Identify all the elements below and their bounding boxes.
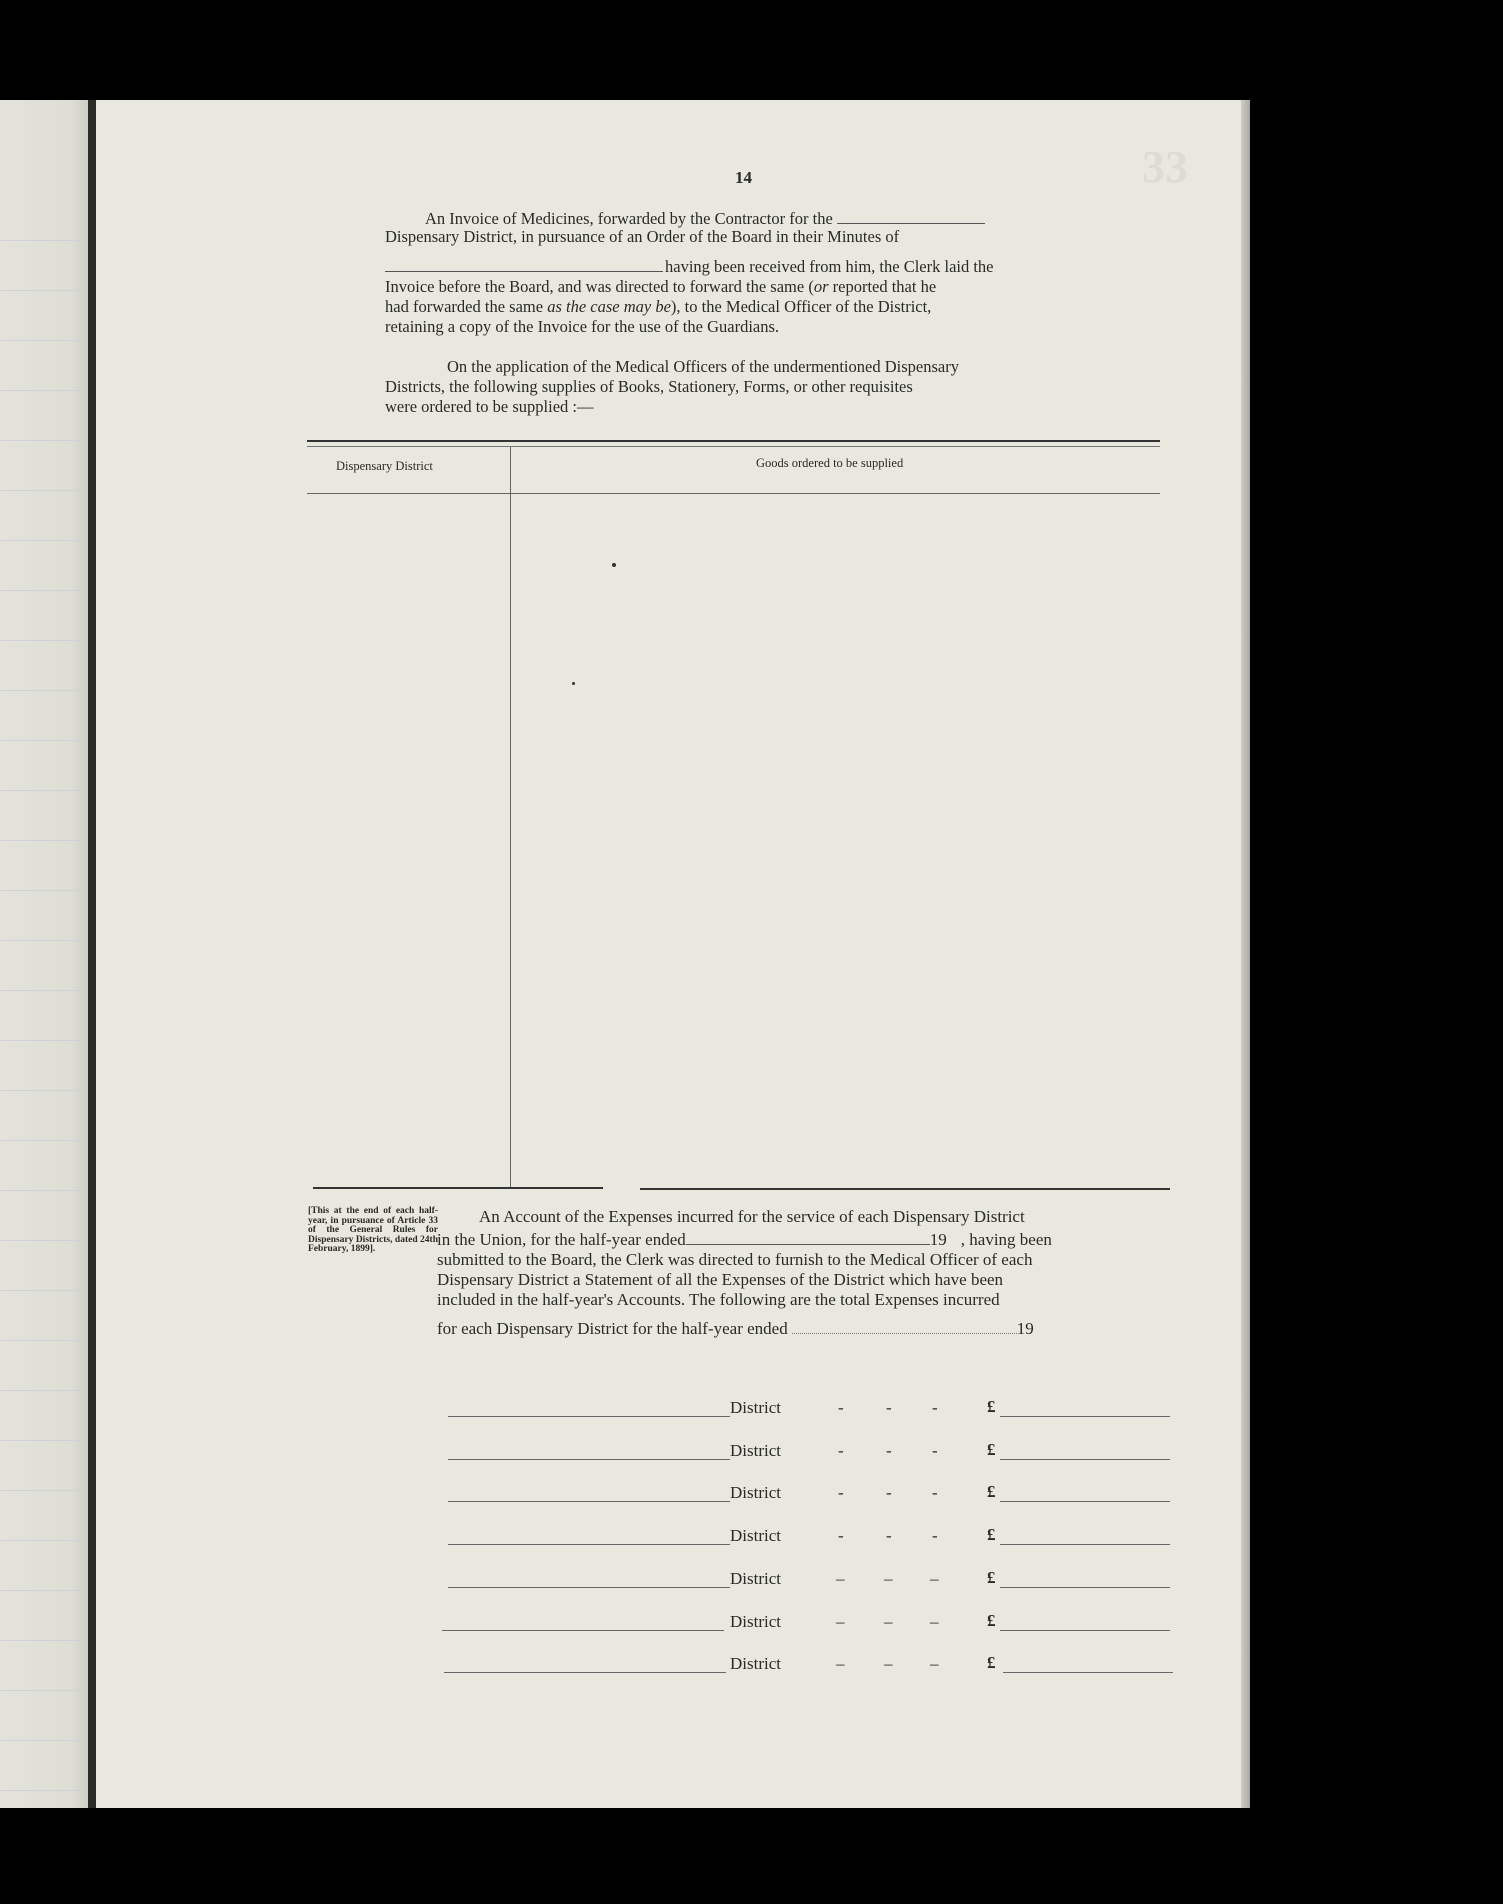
dash: – [930, 1569, 939, 1588]
dash: - [886, 1483, 892, 1502]
pound-sign: £ [987, 1611, 996, 1630]
table-header-rule [307, 493, 1160, 494]
amount-blank [1000, 1630, 1170, 1631]
bleed-through-mark: 33 [1142, 141, 1188, 192]
pound-sign: £ [987, 1525, 996, 1544]
invoice-line-4b: reported that he [828, 277, 937, 296]
pound-sign: £ [987, 1653, 996, 1672]
table-top-rule [307, 440, 1160, 442]
district-row [0, 1433, 1503, 1463]
table-top-rule-thin [307, 446, 1160, 447]
district-name-blank [448, 1544, 730, 1545]
dash: – [836, 1569, 845, 1588]
district-row [0, 1561, 1503, 1591]
amount-blank [1000, 1416, 1170, 1417]
district-name-blank [444, 1672, 726, 1673]
half-year-date-blank-2 [792, 1321, 1017, 1334]
page-edge [1241, 100, 1250, 1808]
dash: - [932, 1483, 938, 1502]
invoice-line-5b: ), to the Medical Officer of the District, [670, 297, 932, 316]
account-line-4: Dispensary District a Statement of all the Expenses of the District which have been [437, 1270, 1004, 1289]
margin-note: [This at the end of each half-year, in pursuance of Article 33 of the General Rules for Dispensary Districts, dated 24th February, 1899]. [308, 1206, 438, 1254]
district-name-blank [442, 1630, 724, 1631]
ink-speck [572, 682, 575, 685]
account-line-3: submitted to the Board, the Clerk was directed to furnish to the Medical Officer of each [437, 1250, 1033, 1269]
invoice-line-5a: had forwarded the same [385, 297, 548, 316]
column-header-goods: Goods ordered to be supplied [756, 456, 904, 470]
invoice-line-3: having been received from him, the Clerk laid the [665, 257, 994, 276]
district-row [0, 1390, 1503, 1420]
district-row [0, 1518, 1503, 1548]
district-label: District [730, 1398, 781, 1417]
minutes-date-blank [385, 259, 663, 272]
dash: - [886, 1526, 892, 1545]
district-label: District [730, 1654, 781, 1673]
district-row [0, 1646, 1503, 1676]
pound-sign: £ [987, 1397, 996, 1416]
invoice-case: as the case may be [547, 297, 671, 316]
supplies-line-1: On the application of the Medical Officers of the undermentioned Dispensary [447, 357, 959, 376]
dash: - [886, 1441, 892, 1460]
pound-sign: £ [987, 1440, 996, 1459]
pound-sign: £ [987, 1568, 996, 1587]
district-row [0, 1604, 1503, 1634]
dash: - [838, 1483, 844, 1502]
amount-blank [1003, 1672, 1173, 1673]
dash: - [932, 1526, 938, 1545]
invoice-paragraph [385, 209, 1103, 337]
account-line-2a: in the Union, for the half-year ended [437, 1230, 686, 1249]
dash: - [932, 1441, 938, 1460]
district-label: District [730, 1526, 781, 1545]
dash: – [836, 1654, 845, 1673]
invoice-line-4a: Invoice before the Board, and was directed to forward the same ( [385, 277, 814, 296]
dash: – [930, 1612, 939, 1631]
contractor-blank [837, 211, 985, 224]
supplies-line-2: Districts, the following supplies of Books, Stationery, Forms, or other requisites [385, 377, 913, 396]
invoice-or: or [813, 277, 829, 296]
table-column-divider [510, 447, 511, 1187]
dash: – [884, 1569, 893, 1588]
district-row [0, 1475, 1503, 1505]
district-name-blank [448, 1501, 730, 1502]
amount-blank [1000, 1587, 1170, 1588]
amount-blank [1000, 1501, 1170, 1502]
district-name-blank [448, 1416, 730, 1417]
invoice-line-1: An Invoice of Medicines, forwarded by the Contractor for the [425, 209, 833, 228]
half-year-date-blank [686, 1232, 930, 1245]
invoice-line-6: retaining a copy of the Invoice for the use of the Guardians. [385, 317, 780, 336]
book-gutter [88, 100, 96, 1808]
left-facing-page [0, 100, 88, 1808]
dash: – [884, 1654, 893, 1673]
account-line-5: included in the half-year's Accounts. The following are the total Expenses incurred [437, 1290, 1000, 1309]
dash: - [838, 1441, 844, 1460]
district-label: District [730, 1569, 781, 1588]
supplies-paragraph [385, 357, 1101, 417]
district-label: District [730, 1483, 781, 1502]
dash: – [836, 1612, 845, 1631]
page-number: 14 [735, 168, 752, 187]
dash: – [884, 1612, 893, 1631]
table-bottom-rule-right [640, 1188, 1170, 1190]
amount-blank [1000, 1544, 1170, 1545]
dash: - [886, 1398, 892, 1417]
dash: - [838, 1398, 844, 1417]
dash: - [838, 1526, 844, 1545]
district-name-blank [448, 1459, 730, 1460]
account-line-6a: for each Dispensary District for the half-year ended [437, 1319, 788, 1338]
ink-speck [612, 563, 616, 567]
amount-blank [1000, 1459, 1170, 1460]
district-label: District [730, 1612, 781, 1631]
account-line-2b: , having been [960, 1230, 1052, 1249]
account-year-1: 19 [929, 1230, 947, 1249]
account-year-2: 19 [1016, 1319, 1034, 1338]
supplies-line-3: were ordered to be supplied :— [385, 397, 594, 416]
account-line-1: An Account of the Expenses incurred for the service of each Dispensary District [479, 1207, 1025, 1226]
column-header-district: Dispensary District [336, 459, 433, 473]
invoice-line-2: Dispensary District, in pursuance of an Order of the Board in their Minutes of [385, 227, 900, 246]
district-name-blank [448, 1587, 730, 1588]
dash: - [932, 1398, 938, 1417]
pound-sign: £ [987, 1482, 996, 1501]
account-paragraph [437, 1207, 1170, 1339]
dash: – [930, 1654, 939, 1673]
table-bottom-rule-left [313, 1187, 603, 1189]
district-label: District [730, 1441, 781, 1460]
